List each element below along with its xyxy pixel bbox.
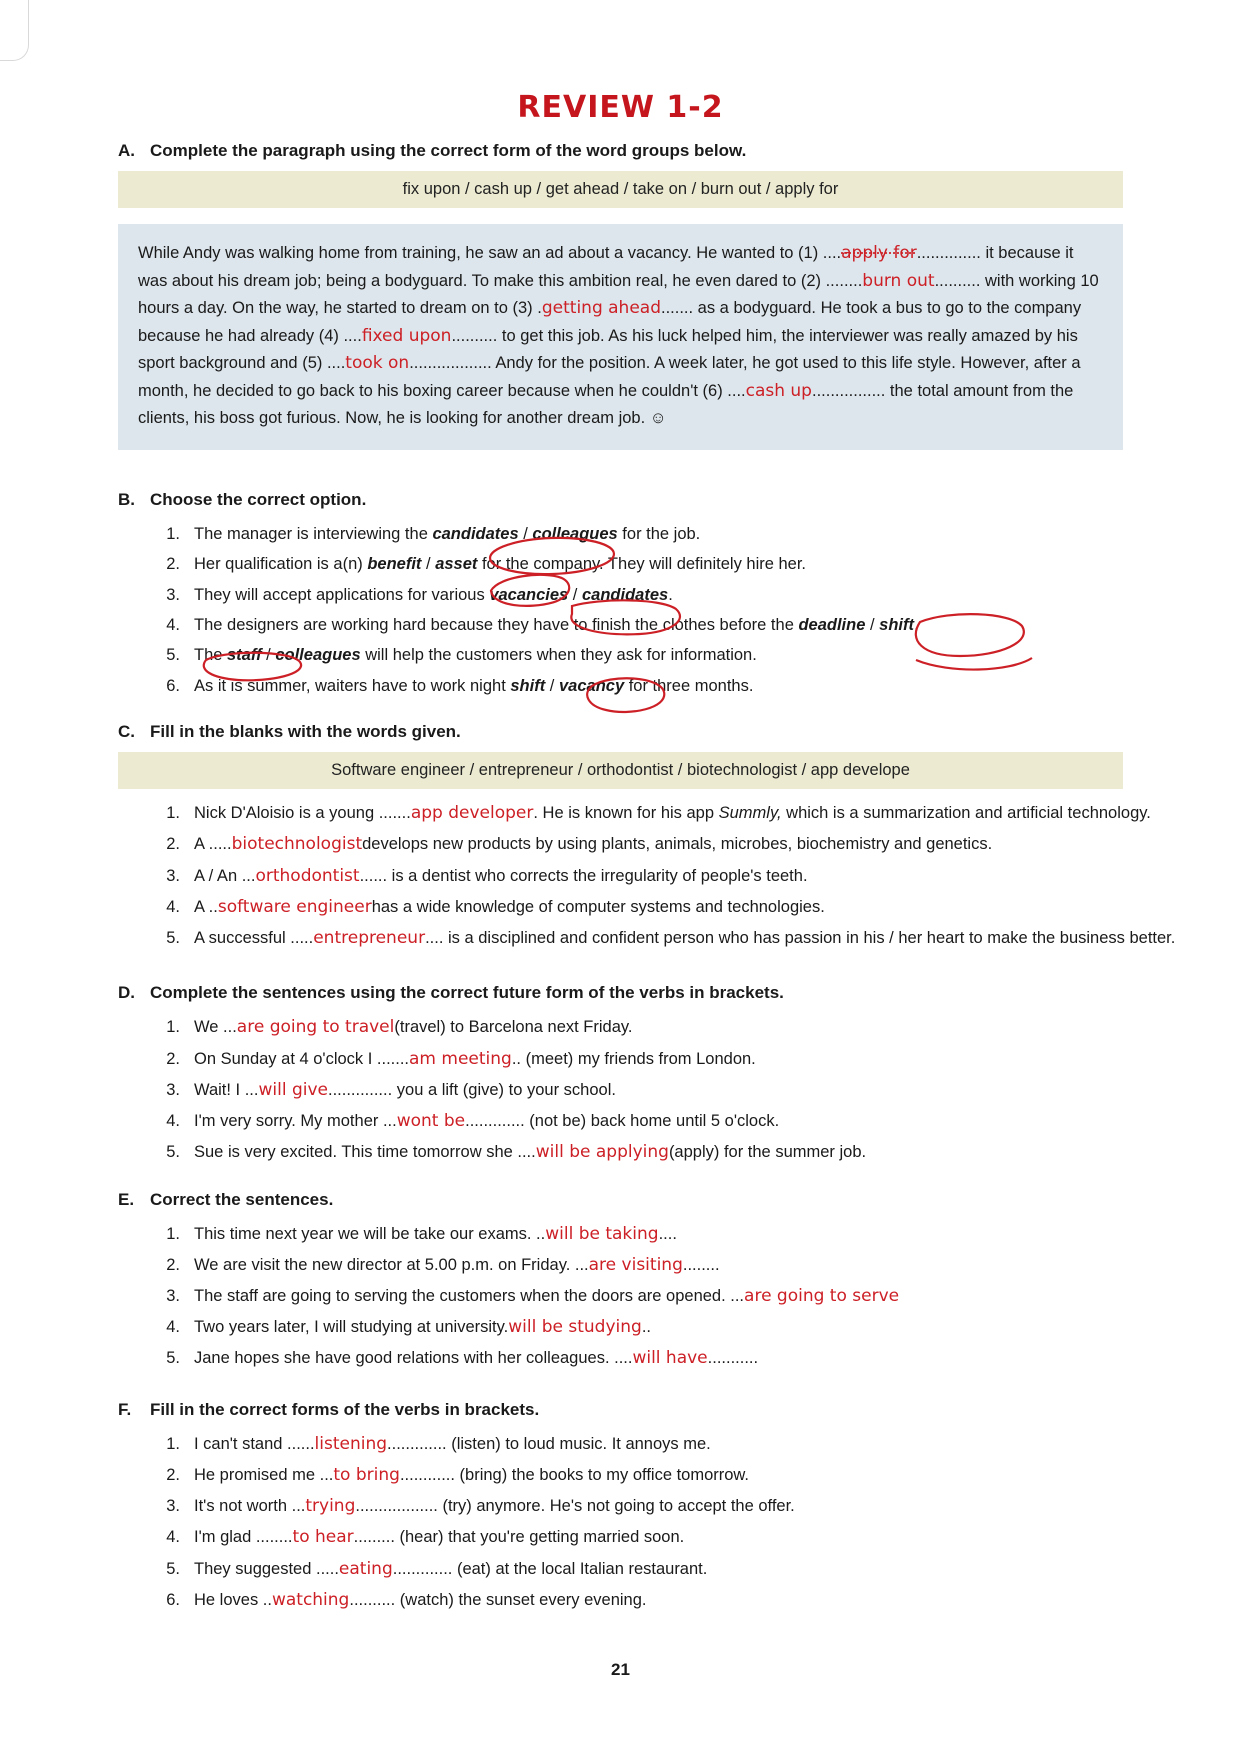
answer-e1: will be taking [545, 1223, 659, 1244]
item-post: ............ (bring) the books to my office tomorrow. [399, 1465, 750, 1484]
list-item [150, 1461, 1241, 1490]
item-number: 5. [166, 929, 180, 948]
section-d-title: Complete the sentences using the correct future form of the verbs in brackets. [150, 983, 784, 1003]
item-pre: It's not worth ... [194, 1497, 306, 1516]
list-item [150, 1045, 1241, 1074]
list-item [150, 1344, 1241, 1373]
item-number: 4. [166, 616, 180, 635]
item-number: 4. [166, 1528, 180, 1547]
section-f-heading [0, 1400, 1241, 1420]
item-post: will help the customers when they ask for information. [360, 646, 757, 665]
option-2[interactable]: asset [435, 555, 478, 574]
item-pre: A / An ... [194, 866, 256, 885]
answer-a3: getting ahead [541, 298, 661, 319]
item-number: 4. [166, 1318, 180, 1337]
item-post: ...... is a dentist who corrects the irregularity of people's teeth. [359, 866, 808, 885]
item-italic: Summly, [718, 804, 782, 823]
item-number: 4. [166, 1112, 180, 1131]
item-mid: / [261, 646, 276, 665]
answer-a4: fixed upon [361, 325, 452, 346]
item-post: ............. (listen) to loud music. It annoys me. [387, 1434, 711, 1453]
item-number: 1. [166, 804, 180, 823]
section-f-title: Fill in the correct forms of the verbs in brackets. [150, 1399, 540, 1419]
item-post: . [914, 616, 919, 635]
list-item [150, 893, 1241, 922]
option-1[interactable]: staff [227, 646, 262, 665]
list-item [150, 1251, 1241, 1280]
list-item [150, 641, 1241, 669]
list-item [150, 1282, 1241, 1311]
answer-f1: listening [314, 1433, 388, 1454]
item-number: 2. [166, 835, 180, 854]
item-pre: They suggested ..... [194, 1559, 339, 1578]
list-item [150, 1107, 1241, 1136]
answer-d2: am meeting [409, 1048, 512, 1069]
section-a-paragraph [118, 224, 1123, 450]
list-item [150, 1313, 1241, 1342]
section-e-list [0, 1220, 1241, 1374]
item-pre: We ... [194, 1018, 237, 1037]
list-item [150, 1492, 1241, 1521]
item-number: 1. [166, 1434, 180, 1453]
answer-e5: will have [632, 1348, 708, 1369]
item-mid: / [568, 585, 582, 604]
item-post: . He is known for his app [533, 804, 719, 823]
option-1[interactable]: vacancies [489, 585, 569, 604]
list-item [150, 1523, 1241, 1552]
item-post: ........ [682, 1255, 720, 1274]
page-number: 21 [611, 1660, 630, 1679]
list-item [150, 799, 1241, 828]
item-number: 1. [166, 1224, 180, 1243]
list-item [150, 1586, 1241, 1615]
item-post: for the company. They will definitely hire her. [477, 555, 807, 574]
item-pre: I'm glad ........ [194, 1528, 293, 1547]
item-post: (apply) for the summer job. [668, 1143, 867, 1162]
section-c-list [0, 799, 1241, 953]
item-number: 5. [166, 1559, 180, 1578]
list-item [150, 550, 1241, 578]
item-post: for the job. [617, 524, 701, 543]
answer-e3: are going to serve [744, 1285, 900, 1306]
item-mid: / [518, 524, 533, 543]
item-number: 5. [166, 646, 180, 665]
item-post: has a wide knowledge of computer systems and technologies. [371, 897, 825, 916]
item-post: .......... (watch) the sunset every evening. [349, 1590, 647, 1609]
section-a-heading [0, 141, 1241, 161]
list-item [150, 1555, 1241, 1584]
section-d-letter: D. [118, 983, 135, 1003]
section-a-title: Complete the paragraph using the correct form of the word groups below. [150, 141, 747, 160]
item-post: ......... (hear) that you're getting married soon. [353, 1528, 685, 1547]
para-text-2: .............. it because it was about his dream job; being a bodyguard. To make this ambition real, he even dared to (2) ........ [138, 244, 1074, 290]
section-b-heading [0, 490, 1241, 510]
answer-f3: trying [305, 1496, 356, 1517]
item-pre: This time next year we will be take our exams. .. [194, 1224, 546, 1243]
item-pre: Sue is very excited. This time tomorrow she .... [194, 1143, 536, 1162]
list-item [150, 1220, 1241, 1249]
para-text-3: .......... with working 10 hours a day. On the way, he started to dream on to (3) . [138, 271, 1099, 318]
list-item [150, 1076, 1241, 1105]
item-pre: The staff are going to serving the customers when the doors are opened. ... [194, 1286, 745, 1305]
item-post: .............. you a lift (give) to your school. [328, 1080, 616, 1099]
item-number: 2. [166, 1465, 180, 1484]
section-c-heading [0, 722, 1241, 742]
item-number: 6. [166, 676, 180, 695]
item-pre: Her qualification is a(n) [194, 555, 368, 574]
item-pre: We are visit the new director at 5.00 p.m. on Friday. ... [194, 1255, 589, 1274]
answer-f4: to hear [292, 1527, 354, 1548]
item-post: .... is a disciplined and confident person who has passion in his / her heart to make the business better. [425, 929, 1176, 948]
list-item [150, 830, 1241, 859]
para-text-1: While Andy was walking home from training, he saw an ad about a vacancy. He wanted to (1) .... [138, 244, 842, 262]
item-pre: A successful ..... [194, 929, 314, 948]
section-b-letter: B. [118, 489, 135, 509]
answer-f6: watching [271, 1589, 350, 1610]
item-number: 6. [166, 1590, 180, 1609]
section-a-wordbank: fix upon / cash up / get ahead / take on / burn out / apply for [118, 171, 1123, 208]
para-text-7: ................ the total amount from the clients, his boss got furious. Now, he is looking for another dream job. ☺ [138, 381, 1074, 428]
item-post: for three months. [624, 676, 754, 695]
item-number: 2. [166, 555, 180, 574]
section-e-letter: E. [118, 1189, 135, 1209]
item-mid: / [865, 616, 880, 635]
list-item [150, 924, 1241, 953]
answer-c4: software engineer [217, 896, 372, 917]
answer-d4: wont be [396, 1111, 466, 1132]
answer-d3: will give [258, 1079, 328, 1100]
para-text-5: .......... to get this job. As his luck helped him, the interviewer was really amazed by his sport background and (5) .... [138, 326, 1078, 373]
item-pre: The designers are working hard because they have to finish the clothes before the [194, 616, 799, 635]
section-c-letter: C. [118, 722, 135, 742]
item-pre: As it is summer, waiters have to work night [194, 676, 511, 695]
list-item [150, 1138, 1241, 1167]
item-post: ............. (not be) back home until 5 o'clock. [465, 1112, 780, 1131]
list-item [150, 862, 1241, 891]
option-1[interactable]: candidates [432, 524, 519, 543]
section-c-title: Fill in the blanks with the words given. [150, 722, 461, 742]
answer-e4: will be studying [508, 1317, 642, 1338]
section-f-letter: F. [118, 1399, 132, 1419]
list-item [150, 581, 1241, 609]
option-2[interactable]: vacancy [558, 676, 625, 695]
section-d-list [0, 1013, 1241, 1167]
section-b-title: Choose the correct option. [150, 489, 367, 509]
list-item [150, 520, 1241, 548]
option-2[interactable]: candidates [581, 585, 669, 604]
section-e-title: Correct the sentences. [150, 1189, 334, 1209]
item-pre: They will accept applications for various [194, 585, 490, 604]
answer-c1: app developer [410, 803, 534, 824]
option-1[interactable]: deadline [798, 616, 866, 635]
item-pre: A ..... [194, 835, 232, 854]
answer-a2: burn out [862, 270, 935, 291]
item-pre: The [194, 646, 228, 665]
item-number: 3. [166, 585, 180, 604]
answer-a5: took on [345, 353, 410, 374]
item-post: develops new products by using plants, animals, microbes, biochemistry and genetics. [362, 835, 993, 854]
item-post: (travel) to Barcelona next Friday. [394, 1018, 633, 1037]
item-mid: / [545, 676, 559, 695]
item-number: 3. [166, 866, 180, 885]
option-2[interactable]: colleagues [275, 646, 361, 665]
answer-d5: will be applying [535, 1142, 669, 1163]
item-number: 2. [166, 1255, 180, 1274]
item-number: 3. [166, 1286, 180, 1305]
item-pre: Nick D'Aloisio is a young ....... [194, 804, 411, 823]
answer-a1: apply for [841, 243, 917, 263]
list-item [150, 1430, 1241, 1459]
item-number: 1. [166, 1018, 180, 1037]
para-text-4: ....... as a bodyguard. He took a bus to go to the company because he had already (4) .... [138, 299, 1082, 345]
item-pre: Wait! I ... [194, 1080, 259, 1099]
item-pre: I'm very sorry. My mother ... [194, 1112, 397, 1131]
option-1[interactable]: shift [510, 676, 546, 695]
option-2[interactable]: shift [879, 616, 914, 635]
item-post: .... [658, 1224, 677, 1243]
item-post: ........... [707, 1349, 759, 1368]
item-pre: The manager is interviewing the [194, 524, 433, 543]
answer-f2: to bring [333, 1464, 400, 1485]
page-title: REVIEW 1-2 [517, 90, 724, 125]
page-corner-fold [0, 0, 29, 61]
section-e-heading [0, 1190, 1241, 1210]
option-2[interactable]: colleagues [532, 524, 618, 543]
para-text-6: .................. Andy for the position. A week later, he got used to this life style. However, after a month, he decided to go back to his boxing career because when he couldn't (6) .... [138, 354, 1081, 400]
answer-c3: orthodontist [255, 865, 360, 886]
item-pre: Two years later, I will studying at university. [194, 1318, 509, 1337]
list-item [150, 1013, 1241, 1042]
answer-a6: cash up [745, 380, 812, 401]
section-d-heading [0, 983, 1241, 1003]
item-number: 5. [166, 1349, 180, 1368]
item-pre: He promised me ... [194, 1465, 334, 1484]
item-number: 5. [166, 1143, 180, 1162]
item-pre: He loves .. [194, 1590, 272, 1609]
item-tail: which is a summarization and artificial technology. [781, 804, 1151, 823]
item-pre: A .. [194, 897, 218, 916]
item-pre: On Sunday at 4 o'clock I ....... [194, 1049, 410, 1068]
item-number: 4. [166, 897, 180, 916]
list-item [150, 672, 1241, 700]
answer-f5: eating [338, 1558, 393, 1579]
list-item [150, 611, 1241, 639]
item-number: 3. [166, 1497, 180, 1516]
item-pre: I can't stand ...... [194, 1434, 315, 1453]
item-post: .................. (try) anymore. He's not going to accept the offer. [355, 1497, 795, 1516]
item-number: 1. [166, 524, 180, 543]
item-pre: Jane hopes she have good relations with her colleagues. .... [194, 1349, 633, 1368]
section-b-list [0, 520, 1241, 700]
section-c-wordbank: Software engineer / entrepreneur / orthodontist / biotechnologist / app develope [118, 752, 1123, 789]
answer-e2: are visiting [588, 1254, 683, 1275]
item-number: 3. [166, 1080, 180, 1099]
item-post: ............. (eat) at the local Italian restaurant. [392, 1559, 708, 1578]
answer-c2: biotechnologist [231, 834, 363, 855]
section-a-letter: A. [118, 141, 135, 160]
item-mid: / [421, 555, 436, 574]
section-f-list [0, 1430, 1241, 1615]
item-post: . [668, 585, 673, 604]
answer-c5: entrepreneur [313, 928, 426, 949]
item-post: .. [641, 1318, 651, 1337]
item-post: .. (meet) my friends from London. [511, 1049, 756, 1068]
option-1[interactable]: benefit [367, 555, 422, 574]
answer-d1: are going to travel [236, 1017, 395, 1038]
item-number: 2. [166, 1049, 180, 1068]
